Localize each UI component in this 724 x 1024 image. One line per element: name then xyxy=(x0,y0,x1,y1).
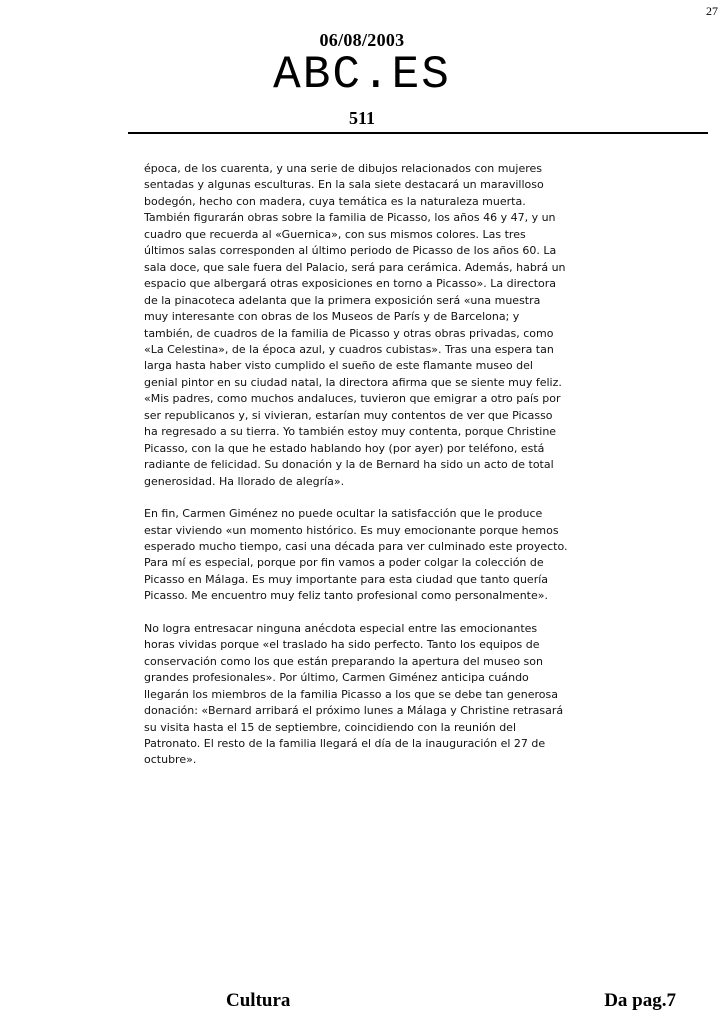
publication-logo: ABC.ES xyxy=(273,49,451,101)
article-paragraph: época, de los cuarenta, y una serie de dibujos relacionados con mujeres sentadas y algunas esculturas. En la sala siete destacará un maravilloso bodegón, hecho con madera, cuya temática es la naturaleza muerta. También figurarán obras sobre la familia de Picasso, los años 46 y 47, y un cuadro que recuerda al «Guernica», con sus mismos colores. Las tres últimos salas corresponden al último periodo de Picasso de los años 60. La sala doce, que sale fuera del Palacio, será para cerámica. Además, habrá un espacio que albergará otras exposiciones en torno a Picasso». La directora de la pinacoteca adelanta que la primera exposición será «una muestra muy interesante con obras de los Museos de París y de Barcelona; y también, de cuadros de la familia de Picasso y otras obras privadas, como «La Celestina», de la época azul, y cuadros cubistas». Tras una espera tan larga hasta haber visto cumplido el sueño de este flamante museo del genial pintor en su ciudad natal, la directora afirma que se siente muy feliz. «Mis padres, como muchos andaluces, tuvieron que emigrar a otro país por ser republicanos y, si vivieran, estarían muy contentos de ver que Picasso ha regresado a su tierra. Yo también estoy muy contenta, porque Christine Picasso, con la que he estado hablando hoy (por ayer) por teléfono, está radiante de felicidad. Su donación y la de Bernard ha sido un acto de total generosidad. Ha llorado de alegría». xyxy=(144,162,566,488)
header-divider xyxy=(128,132,708,134)
footer-page-reference: Da pag.7 xyxy=(604,990,676,1011)
article-body xyxy=(144,161,568,785)
publication-date: 06/08/2003 xyxy=(319,30,405,50)
issue-number: 511 xyxy=(348,108,375,128)
footer-section-name: Cultura xyxy=(226,990,291,1011)
article-paragraph: En fin, Carmen Giménez no puede ocultar la satisfacción que le produce estar viviendo «un momento histórico. Es muy emocionante porque hemos esperado mucho tiempo, casi una década para ver culminado este proyecto. Para mí es especial, porque por fin vamos a poder colgar la colección de Picasso en Málaga. Es muy importante para esta ciudad que tanto quería Picasso. Me encuentro muy feliz tanto profesional como personalmente». xyxy=(144,507,568,603)
page-number: 27 xyxy=(706,4,718,18)
article-paragraph: No logra entresacar ninguna anécdota especial entre las emocionantes horas vividas porque «el traslado ha sido perfecto. Tanto los equipos de conservación como los que están preparando la apertura del museo son grandes profesionales». Por último, Carmen Giménez anticipa cuándo llegarán los miembros de la familia Picasso a los que se debe tan generosa donación: «Bernard arribará el próximo lunes a Málaga y Christine retrasará su visita hasta el 15 de septiembre, coincidiendo con la reunión del Patronato. El resto de la familia llegará el día de la inauguración el 27 de octubre». xyxy=(144,621,564,767)
